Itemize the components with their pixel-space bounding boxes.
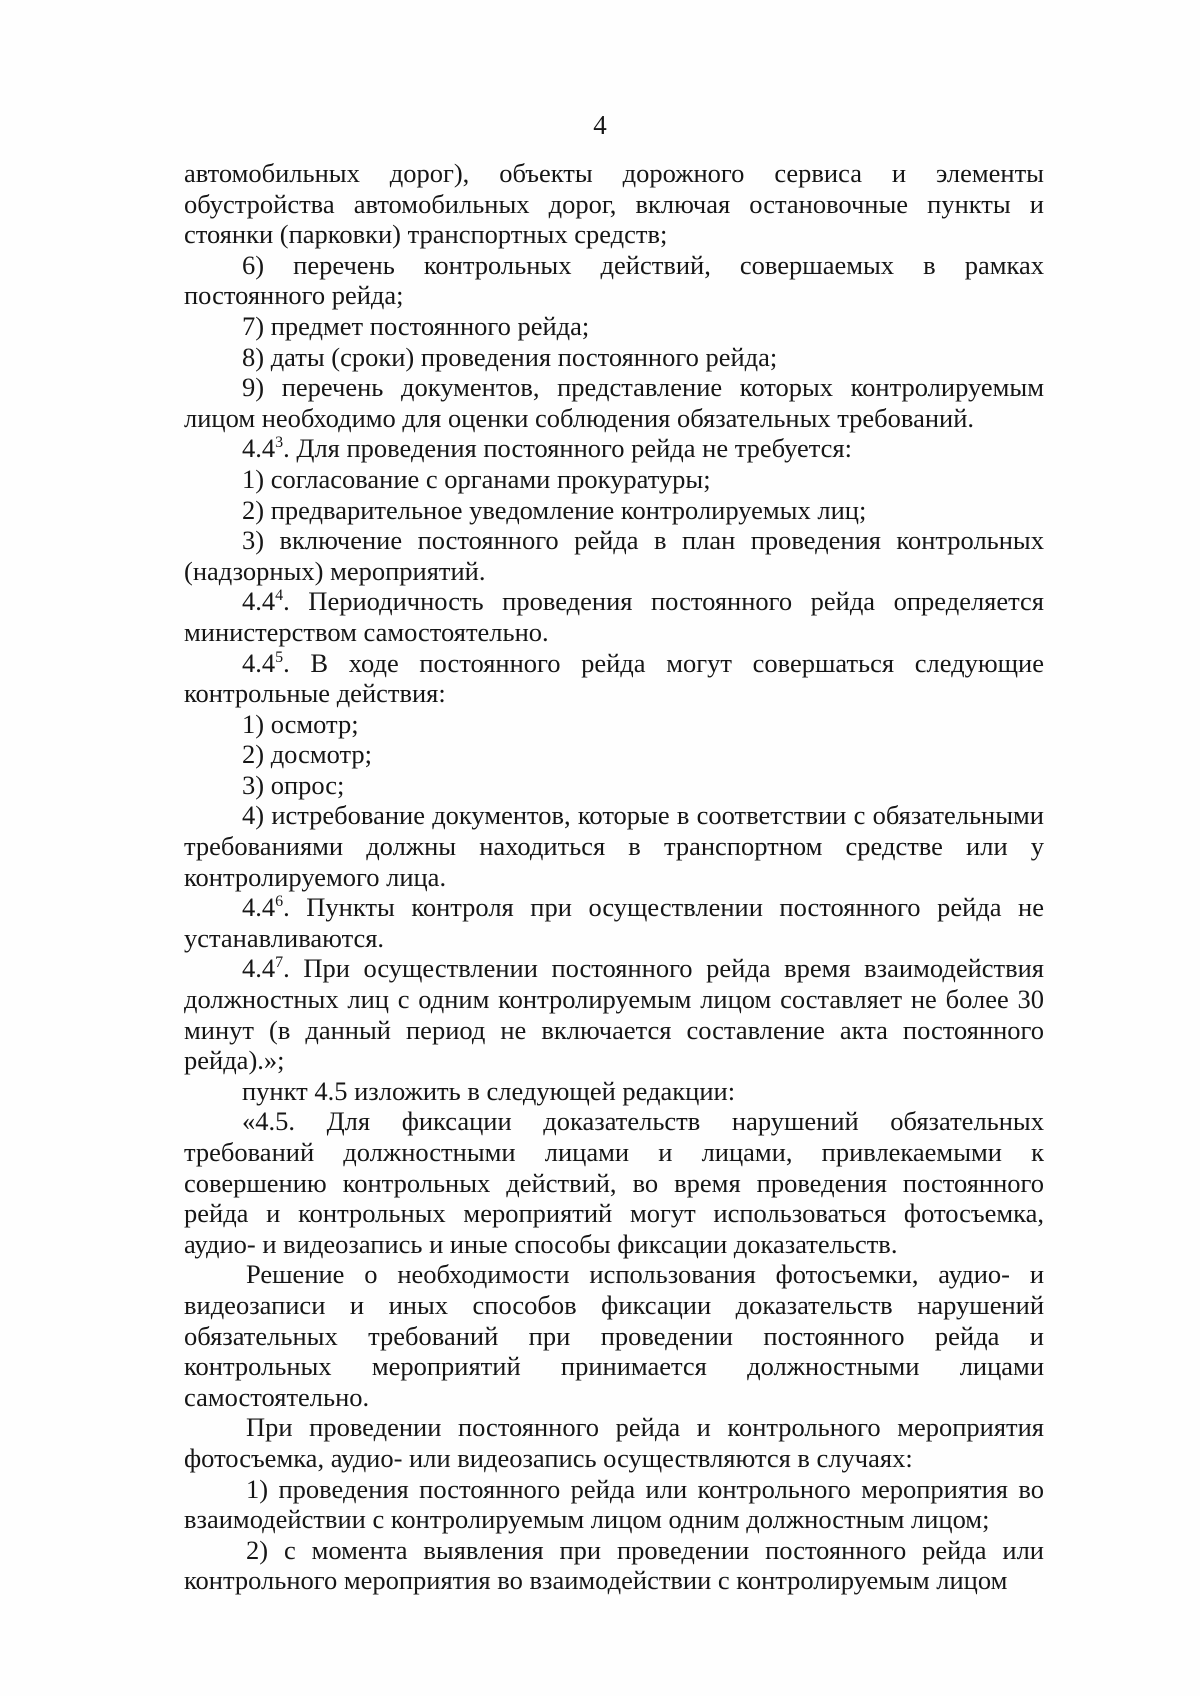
- paragraph-text: 2) предварительное уведомление контролируемых лиц;: [242, 494, 867, 525]
- paragraph: [184, 800, 1044, 892]
- paragraph-text: 4) истребование документов, которые в соответствии с обязательными требованиями должны находиться в транспортном средстве или у контролируемого лица.: [184, 800, 1044, 892]
- page-number: 4: [593, 110, 607, 140]
- paragraph: [184, 953, 1044, 1075]
- paragraph: [184, 464, 1044, 495]
- paragraph-text: 7) предмет постоянного рейда;: [242, 310, 590, 341]
- paragraph-text: 2) досмотр;: [242, 739, 373, 770]
- paragraph: [184, 342, 1044, 373]
- paragraph-text: 3) включение постоянного рейда в план проведения контрольных (надзорных) мероприятий.: [184, 525, 1044, 586]
- paragraph-text: «4.5. Для фиксации доказательств нарушений обязательных требований должностными лицами и лицами, привлекаемыми к совершению контрольных действий, во время проведения постоянного рейда и контрольных мероприятий могут использоваться фотосъемка, аудио- и видеозапись и иные способы фиксации доказательств.: [184, 1106, 1044, 1259]
- paragraph-text: пункт 4.5 изложить в следующей редакции:: [242, 1075, 736, 1106]
- clause-number: 4.4: [242, 433, 276, 464]
- paragraph: [184, 739, 1044, 770]
- paragraph: [184, 1474, 1044, 1535]
- paragraph-text: 1) проведения постоянного рейда или контрольного мероприятия во взаимодействии с контролируемым лицом одним должностным лицом;: [184, 1473, 1044, 1535]
- paragraph-text: автомобильных дорог), объекты дорожного сервиса и элементы обустройства автомобильных дорог, включая остановочные пункты и стоянки (парковки) транспортных средств;: [184, 158, 1044, 250]
- paragraph: [184, 433, 1044, 464]
- paragraph: [184, 372, 1044, 433]
- clause-number: 4.4: [242, 647, 276, 678]
- paragraph: [184, 709, 1044, 740]
- paragraph: [184, 495, 1044, 526]
- paragraph-text: 6) перечень контрольных действий, совершаемых в рамках постоянного рейда;: [184, 249, 1044, 311]
- paragraph: [184, 1259, 1044, 1412]
- clause-number: 4.4: [242, 953, 276, 984]
- document-body: [184, 158, 1044, 1596]
- paragraph-text: . В ходе постоянного рейда могут совершаться следующие контрольные действия:: [184, 647, 1044, 709]
- paragraph: [184, 1412, 1044, 1473]
- paragraph-text: 3) опрос;: [242, 769, 345, 800]
- paragraph-text: . При осуществлении постоянного рейда время взаимодействия должностных лиц с одним контролируемым лицом составляет не более 30 минут (в данный период не включается составление акта постоянного рейда).»;: [184, 953, 1044, 1076]
- paragraph: [184, 311, 1044, 342]
- paragraph: [184, 586, 1044, 647]
- paragraph: [184, 158, 1044, 250]
- paragraph-text: 2) с момента выявления при проведении постоянного рейда или контрольного мероприятия во взаимодействии с контролируемым лицом: [184, 1534, 1044, 1596]
- clause-superscript: 7: [275, 954, 284, 972]
- paragraph: [184, 770, 1044, 801]
- paragraph-text: Решение о необходимости использования фотосъемки, аудио- и видеозаписи и иных способов фиксации доказательств нарушений обязательных требований при проведении постоянного рейда и контрольных мероприятий принимается должностными лицами самостоятельно.: [184, 1259, 1044, 1412]
- paragraph: [184, 1076, 1044, 1107]
- paragraph: [184, 250, 1044, 311]
- paragraph-text: При проведении постоянного рейда и контрольного мероприятия фотосъемка, аудио- или видеозапись осуществляются в случаях:: [184, 1412, 1044, 1473]
- paragraph: [184, 1106, 1044, 1259]
- paragraph-text: 1) осмотр;: [242, 708, 359, 739]
- paragraph-text: . Периодичность проведения постоянного рейда определяется министерством самостоятельно.: [184, 586, 1044, 647]
- clause-number: 4.4: [242, 586, 276, 617]
- paragraph: [184, 525, 1044, 586]
- paragraph: [184, 648, 1044, 709]
- paragraph-text: . Для проведения постоянного рейда не требуется:: [283, 433, 852, 464]
- paragraph-text: 9) перечень документов, представление которых контролируемым лицом необходимо для оценки соблюдения обязательных требований.: [184, 372, 1044, 433]
- paragraph-text: . Пункты контроля при осуществлении постоянного рейда не устанавливаются.: [184, 892, 1044, 953]
- paragraph-text: 1) согласование с органами прокуратуры;: [242, 463, 711, 494]
- paragraph-text: 8) даты (сроки) проведения постоянного рейда;: [242, 341, 778, 372]
- clause-superscript: 5: [275, 648, 284, 666]
- clause-superscript: 6: [275, 893, 284, 911]
- clause-number: 4.4: [242, 892, 276, 923]
- clause-superscript: 4: [275, 587, 284, 605]
- paragraph: [184, 1535, 1044, 1596]
- paragraph: [184, 892, 1044, 953]
- clause-superscript: 3: [275, 434, 284, 452]
